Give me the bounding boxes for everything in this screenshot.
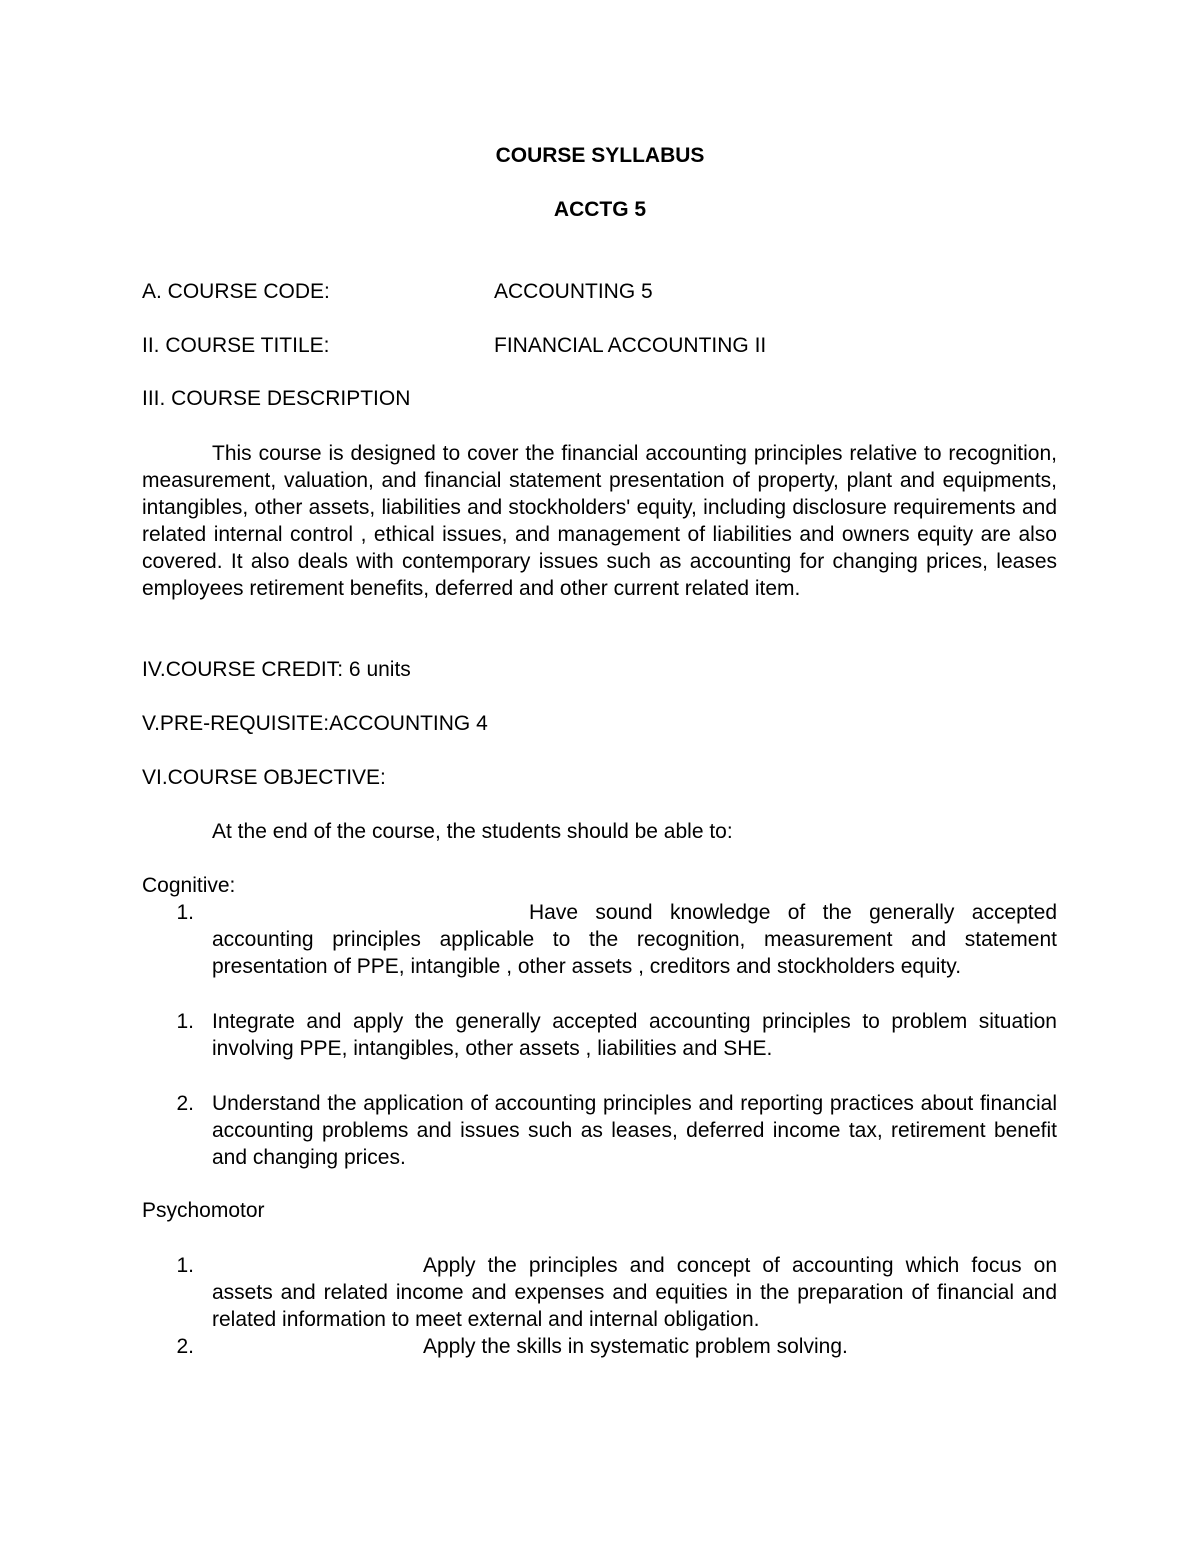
objective-intro: At the end of the course, the students should be able to: [212,820,733,843]
list-item: Understand the application of accounting principles and reporting practices about financial accounting problems and issues such as leases, deferred income tax, retirement benefit and changing prices. [212,1092,1057,1169]
list-item-number: 2. [176,1092,194,1115]
list-item-number: 2. [176,1335,194,1358]
list-item-number: 1. [176,901,194,924]
list-item: Integrate and apply the generally accepted accounting principles to problem situation involving PPE, intangibles, other assets , liabilities and SHE. [212,1010,1057,1060]
prerequisite: V.PRE-REQUISITE:ACCOUNTING 4 [142,712,488,735]
description-heading: III. COURSE DESCRIPTION [142,387,411,410]
list-item: Apply the skills in systematic problem solving. [423,1335,848,1358]
objective-heading: VI.COURSE OBJECTIVE: [142,766,386,789]
document-subtitle: ACCTG 5 [553,198,647,221]
list-item: Have sound knowledge of the generally accepted accounting principles applicable to the recognition, measurement and statement presentation of PPE, intangible , other assets , creditors and stockholders equity. [212,901,1057,978]
psychomotor-heading: Psychomotor [142,1199,265,1222]
list-item-number: 1. [176,1254,194,1277]
course-code-value: ACCOUNTING 5 [494,280,653,303]
description-body: This course is designed to cover the financial accounting principles relative to recognition, measurement, valuation, and financial statement presentation of property, plant and equipments, intangibles, other assets, liabilities and stockholders' equity, including disclosure requirements and related internal control , ethical issues, and management of liabilities and owners equity are also covered. It also deals with contemporary issues such as accounting for changing prices, leases employees retirement benefits, deferred and other current related item. [142,442,1057,600]
course-title-label: II. COURSE TITILE: [142,334,330,357]
list-item: Apply the principles and concept of accounting which focus on assets and related income and expenses and equities in the preparation of financial and related information to meet external and internal obligation. [212,1254,1057,1331]
document-title: COURSE SYLLABUS [495,144,705,167]
cognitive-heading: Cognitive: [142,874,236,897]
course-credit: IV.COURSE CREDIT: 6 units [142,658,411,681]
course-code-label: A. COURSE CODE: [142,280,330,303]
course-title-value: FINANCIAL ACCOUNTING II [494,334,767,357]
list-item-number: 1. [176,1010,194,1033]
